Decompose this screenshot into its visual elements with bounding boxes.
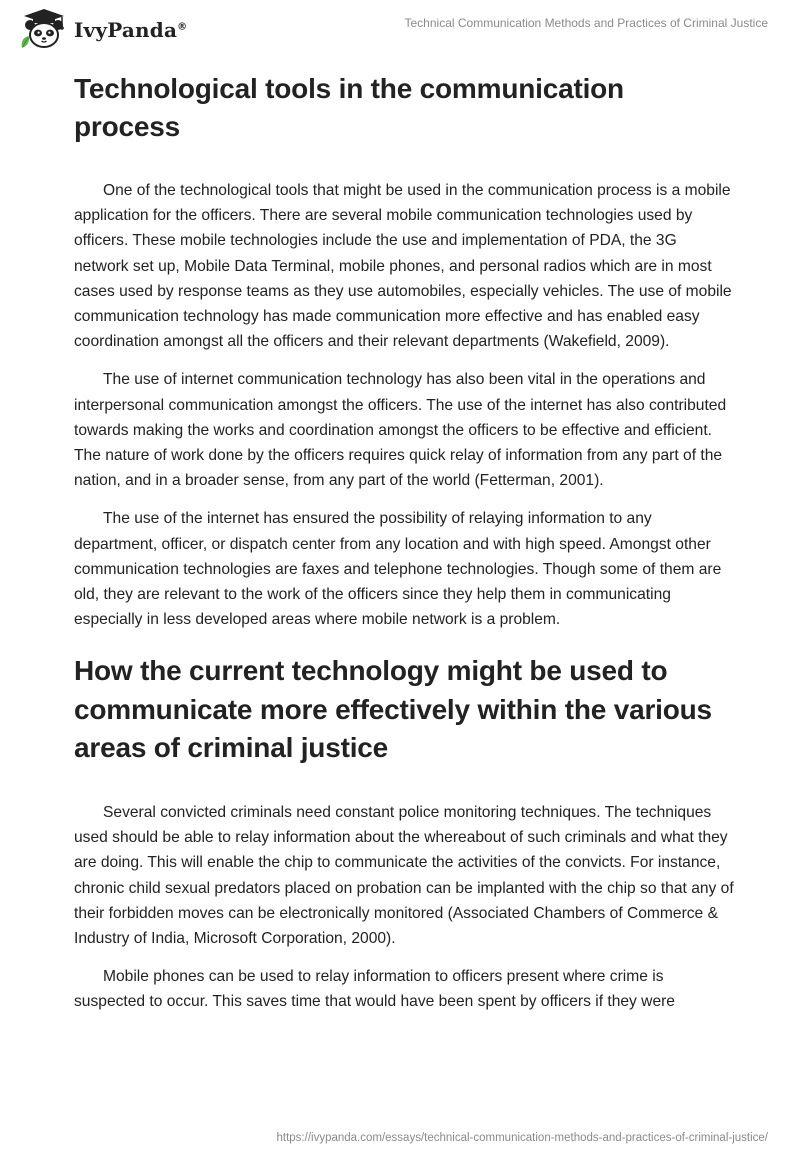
- body-paragraph: Mobile phones can be used to relay information to officers present where crime is suspected to occur. This saves time that would have been spent by officers if they were: [74, 968, 675, 1011]
- ivypanda-logo[interactable]: [16, 8, 187, 52]
- document-title: Technical Communication Methods and Practices of Criminal Justice: [404, 16, 768, 30]
- page-header: [0, 0, 800, 50]
- section-heading: Technological tools in the communication process: [74, 73, 624, 142]
- essay-content: [74, 68, 734, 1015]
- section-technological-tools: [74, 70, 734, 632]
- section-current-technology: [74, 652, 734, 1014]
- source-url-link[interactable]: https://ivypanda.com/essays/technical-communication-methods-and-practices-of-criminal-justice/: [276, 1132, 768, 1144]
- section-heading: How the current technology might be used to communicate more effectively within the various areas of criminal justice: [74, 655, 712, 764]
- brand-name: IvyPanda®: [74, 18, 188, 42]
- body-paragraph: The use of the internet has ensured the possibility of relaying information to any department, officer, or dispatch center from any location and with high speed. Amongst other communication technologies are faxes and telephone technologies. Though some of them are old, they are relevant to the work of the officers since they help them in communicating especially in less developed areas where mobile network is a problem.: [74, 510, 722, 629]
- panda-graduate-icon: [16, 8, 72, 52]
- registered-mark: ®: [177, 21, 188, 33]
- body-paragraph: One of the technological tools that might be used in the communication process is a mobile application for the officers. There are several mobile communication technologies used by officers. These mobile technologies include the use and implementation of PDA, the 3G network set up, Mobile Data Terminal, mobile phones, and personal radios which are in most cases used by response teams as they use automobiles, especially vehicles. The use of mobile communication technology has made communication more effective and has enabled easy coordination amongst all the officers and their relevant departments (Wakefield, 2009).: [74, 182, 732, 351]
- body-paragraph: The use of internet communication technology has also been vital in the operations and interpersonal communication amongst the officers. The use of the internet has also contributed towards making the works and coordination amongst the officers to be effective and efficient. The nature of work done by the officers requires quick relay of information from any part of the nation, and in a broader sense, from any part of the world (Fetterman, 2001).: [74, 371, 727, 490]
- body-paragraph: Several convicted criminals need constant police monitoring techniques. The techniques used should be able to relay information about the whereabout of such criminals and what they are doing. This will enable the chip to communicate the activities of the convicts. For instance, chronic child sexual predators placed on probation can be implanted with the chip so that any of their forbidden moves can be electronically monitored (Associated Chambers of Commerce & Industry of India, Microsoft Corporation, 2000).: [74, 803, 734, 947]
